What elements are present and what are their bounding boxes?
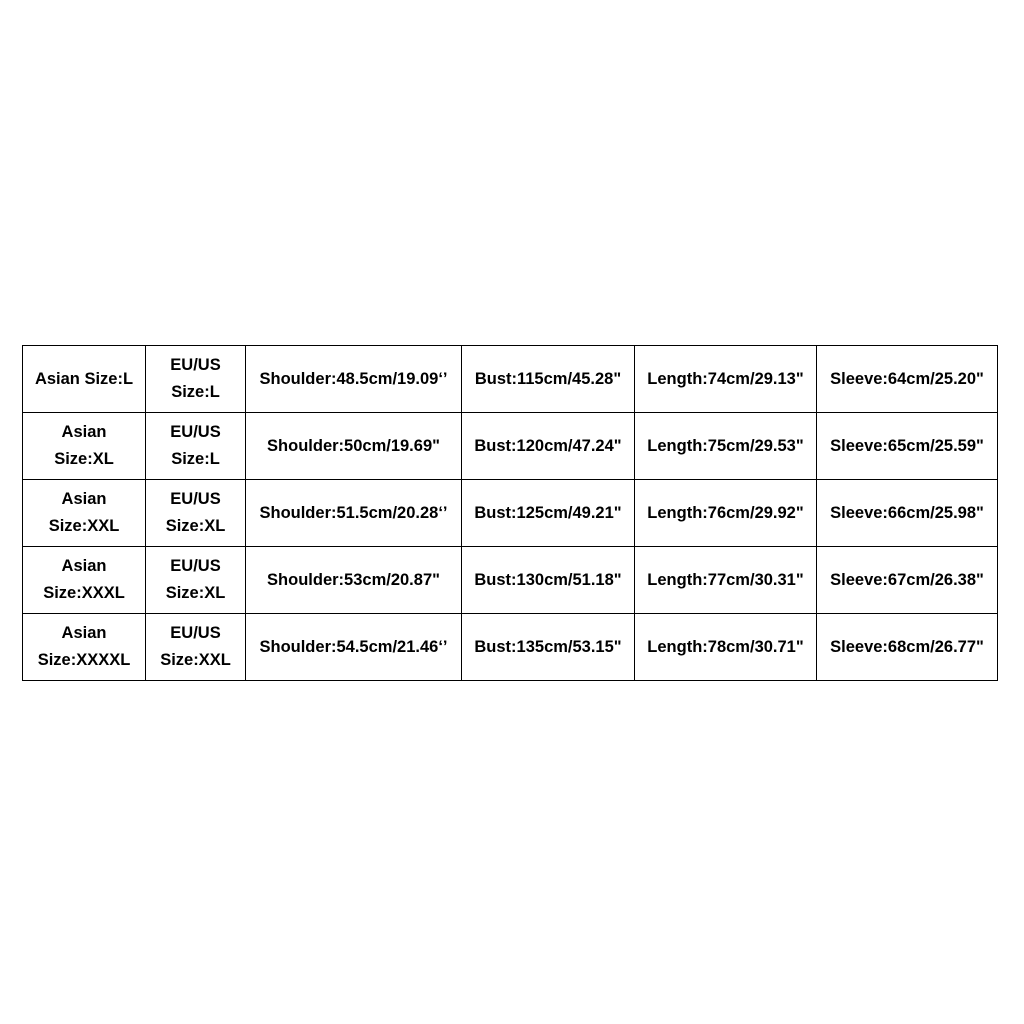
asian-size-cell	[23, 547, 146, 614]
table-row	[23, 547, 998, 614]
table-row	[23, 413, 998, 480]
eu-us-label: EU/US	[170, 624, 221, 642]
asian-size-label: Asian	[61, 490, 107, 508]
asian-size-line: Asian Size:L	[34, 369, 134, 388]
shoulder-cell: Shoulder:51.5cm/20.28‘’	[246, 480, 462, 547]
eu-us-size-value: Size:XXL	[160, 651, 231, 669]
eu-us-size-value: Size:L	[171, 383, 220, 401]
sleeve-cell: Sleeve:64cm/25.20"	[817, 346, 998, 413]
bust-cell: Bust:115cm/45.28"	[462, 346, 635, 413]
size-chart-table	[22, 345, 998, 681]
eu-us-size-value: Size:XL	[165, 517, 226, 535]
eu-us-size-cell	[146, 346, 246, 413]
eu-us-label: EU/US	[170, 557, 221, 575]
sleeve-cell: Sleeve:67cm/26.38"	[817, 547, 998, 614]
asian-size-label: Asian	[61, 557, 107, 575]
eu-us-size-value: Size:XL	[165, 584, 226, 602]
eu-us-size-cell	[146, 614, 246, 681]
asian-size-value: Size:XL	[54, 450, 114, 468]
asian-size-value: Size:XXXXL	[37, 651, 131, 669]
table-row	[23, 480, 998, 547]
asian-size-cell	[23, 614, 146, 681]
shoulder-cell: Shoulder:53cm/20.87"	[246, 547, 462, 614]
length-cell: Length:75cm/29.53"	[635, 413, 817, 480]
asian-size-value: Size:XXXL	[43, 584, 125, 602]
sleeve-cell: Sleeve:65cm/25.59"	[817, 413, 998, 480]
length-cell: Length:78cm/30.71"	[635, 614, 817, 681]
sleeve-cell: Sleeve:68cm/26.77"	[817, 614, 998, 681]
length-cell: Length:76cm/29.92"	[635, 480, 817, 547]
asian-size-label: Asian	[61, 423, 107, 441]
table-row	[23, 614, 998, 681]
bust-cell: Bust:125cm/49.21"	[462, 480, 635, 547]
asian-size-cell	[23, 480, 146, 547]
eu-us-label: EU/US	[170, 423, 221, 441]
shoulder-cell: Shoulder:54.5cm/21.46‘’	[246, 614, 462, 681]
asian-size-label: Asian	[61, 624, 107, 642]
length-cell: Length:74cm/29.13"	[635, 346, 817, 413]
bust-cell: Bust:120cm/47.24"	[462, 413, 635, 480]
shoulder-cell: Shoulder:50cm/19.69"	[246, 413, 462, 480]
asian-size-value: Size:XXL	[48, 517, 120, 535]
eu-us-size-cell	[146, 480, 246, 547]
eu-us-size-cell	[146, 413, 246, 480]
eu-us-size-value: Size:L	[171, 450, 220, 468]
asian-size-cell	[23, 346, 146, 413]
bust-cell: Bust:130cm/51.18"	[462, 547, 635, 614]
eu-us-size-cell	[146, 547, 246, 614]
asian-size-cell	[23, 413, 146, 480]
table-row	[23, 346, 998, 413]
sleeve-cell: Sleeve:66cm/25.98"	[817, 480, 998, 547]
length-cell: Length:77cm/30.31"	[635, 547, 817, 614]
eu-us-label: EU/US	[170, 490, 221, 508]
eu-us-label: EU/US	[170, 356, 221, 374]
bust-cell: Bust:135cm/53.15"	[462, 614, 635, 681]
shoulder-cell: Shoulder:48.5cm/19.09‘’	[246, 346, 462, 413]
